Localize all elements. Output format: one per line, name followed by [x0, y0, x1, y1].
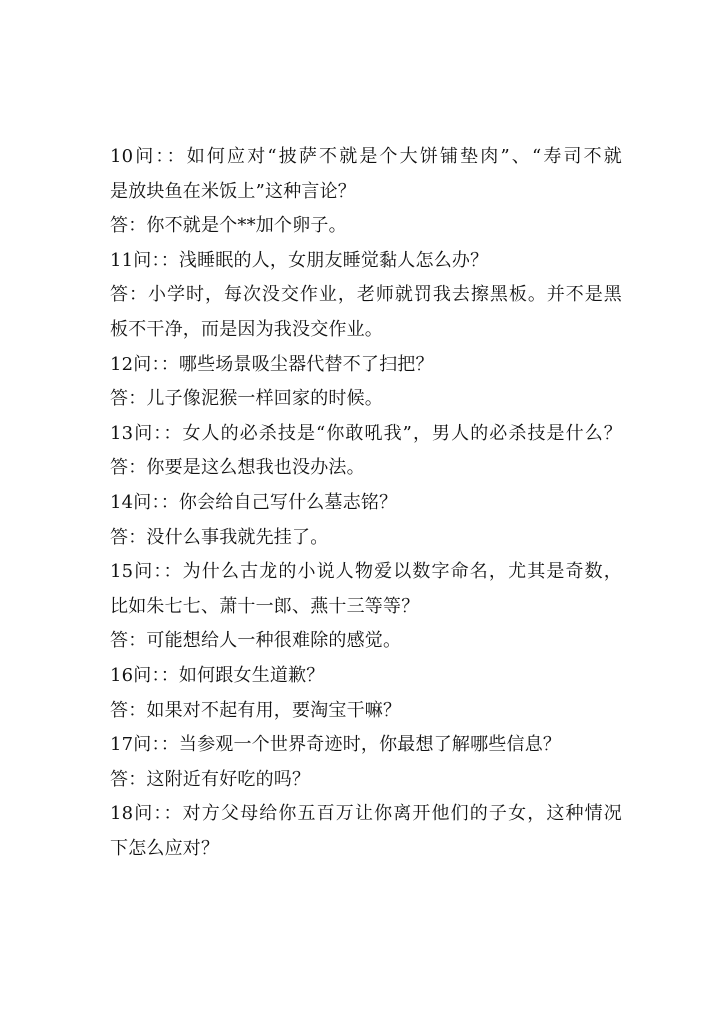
- answer-16: 答：如果对不起有用，要淘宝干嘛？: [110, 699, 402, 721]
- question-13: 13问：：女人的必杀技是“你敢吼我”，男人的必杀技是什么？: [110, 422, 622, 444]
- question-16: 16问：：如何跟女生道歉？: [110, 664, 325, 686]
- answer-11-line-2: 板不干净，而是因为我没交作业。: [110, 318, 383, 340]
- question-11: 11问：：浅睡眠的人，女朋友睡觉黏人怎么办？: [110, 249, 489, 271]
- document-body: [110, 140, 622, 866]
- answer-13: 答：你要是这么想我也没办法。: [110, 457, 365, 479]
- question-17: 17问：：当参观一个世界奇迹时，你最想了解哪些信息？: [110, 734, 562, 756]
- question-10-line-2: 是放块鱼在米饭上”这种言论？: [110, 180, 357, 202]
- question-18-line-1: 18问：：对方父母给你五百万让你离开他们的子女，这种情况: [110, 803, 622, 825]
- question-15-line-1: 15问：：为什么古龙的小说人物爱以数字命名，尤其是奇数，: [110, 561, 622, 583]
- answer-11-line-1: 答：小学时，每次没交作业，老师就罚我去擦黑板。并不是黑: [110, 284, 622, 306]
- question-15-line-2: 比如朱七七、萧十一郎、燕十三等等？: [110, 595, 420, 617]
- answer-14: 答：没什么事我就先挂了。: [110, 526, 329, 548]
- question-18-line-2: 下怎么应对？: [110, 837, 220, 859]
- answer-12: 答：儿子像泥猴一样回家的时候。: [110, 388, 383, 410]
- question-10-line-1: 10问：：如何应对“披萨不就是个大饼铺垫肉”、“寿司不就: [110, 146, 622, 167]
- answer-17: 答：这附近有好吃的吗？: [110, 768, 311, 790]
- question-14: 14问：：你会给自己写什么墓志铭？: [110, 491, 398, 513]
- answer-10: 答：你不就是个**加个卵子。: [110, 215, 347, 237]
- question-12: 12问：：哪些场景吸尘器代替不了扫把？: [110, 353, 434, 375]
- answer-15: 答：可能想给人一种很难除的感觉。: [110, 630, 402, 652]
